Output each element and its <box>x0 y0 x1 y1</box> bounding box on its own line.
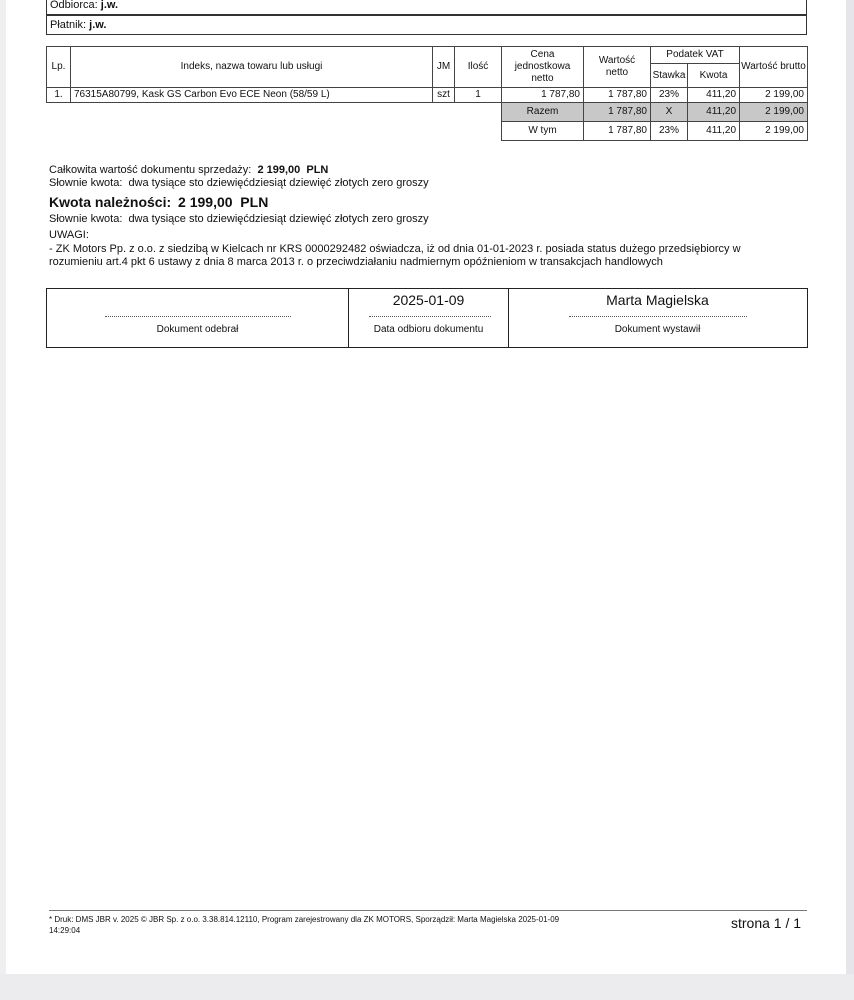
payer-row <box>46 15 807 35</box>
footer-line1: * Druk: DMS JBR v. 2025 © JBR Sp. z o.o. 3.38.814.12110, Program zarejestrowany dla ZK MOTORS, Sporządził: Marta Magielska 2025-01-09 <box>49 915 560 924</box>
row-lp: 1. <box>47 88 71 103</box>
received-cell <box>47 289 348 347</box>
header-price <box>502 47 584 88</box>
total-row <box>47 103 808 122</box>
header-net: Wartość netto <box>584 47 651 88</box>
words2-value: dwa tysiące sto dziewięćdziesiąt dziewięć złotych zero groszy <box>128 213 429 225</box>
payer-label: Płatnik: <box>50 19 87 31</box>
total-net: 1 787,80 <box>584 103 651 122</box>
header-price-line2: jednostkowa <box>514 61 571 72</box>
total-rate: X <box>651 103 688 122</box>
received-dots <box>105 316 291 317</box>
issued-label: Dokument wystawił <box>614 324 701 335</box>
notes-label: UWAGI: <box>49 229 89 241</box>
including-gross: 2 199,00 <box>740 122 808 141</box>
date-dots <box>369 316 491 317</box>
payer-value: j.w. <box>89 19 107 31</box>
header-price-line3: netto <box>531 73 554 84</box>
date-label: Data odbioru dokumentu <box>373 324 484 335</box>
page-number: strona 1 / 1 <box>731 915 802 931</box>
footer-divider <box>49 910 807 911</box>
total-amount: 411,20 <box>688 103 740 122</box>
total-gross: 2 199,00 <box>740 103 808 122</box>
received-label: Dokument odebrał <box>156 324 239 335</box>
including-row <box>47 122 808 141</box>
issued-dots <box>569 316 747 317</box>
words-label: Słownie kwota: <box>49 177 123 189</box>
issued-value: Marta Magielska <box>606 292 709 308</box>
page-edge-right <box>846 0 854 1000</box>
row-net: 1 787,80 <box>584 88 651 103</box>
header-vat: Podatek VAT <box>651 47 740 64</box>
header-rate: Stawka <box>651 64 688 88</box>
words-line <box>49 177 429 190</box>
notes-line1: - ZK Motors Pp. z o.o. z siedzibą w Kielcach nr KRS 0000292482 oświadcza, iż od dnia 01-01-2023 r. posiada status dużego przedsiębiorcy w <box>49 243 741 255</box>
words2-label: Słownie kwota: <box>49 213 123 225</box>
including-rate: 23% <box>651 122 688 141</box>
signature-box <box>46 288 808 348</box>
total-document-label: Całkowita wartość dokumentu sprzedaży: <box>49 164 252 176</box>
including-amount: 411,20 <box>688 122 740 141</box>
page-edge-bottom <box>0 974 854 1000</box>
due-value: 2 199,00 PLN <box>178 194 269 210</box>
total-line <box>49 164 328 177</box>
due-line <box>49 196 268 209</box>
header-qty: Ilość <box>455 47 502 88</box>
due-label: Kwota należności: <box>49 194 172 210</box>
header-amount: Kwota <box>688 64 740 88</box>
row-rate: 23% <box>651 88 688 103</box>
issued-cell <box>508 289 806 347</box>
date-cell <box>348 289 508 347</box>
words2-line <box>49 213 429 226</box>
row-price: 1 787,80 <box>502 88 584 103</box>
table-row <box>47 88 808 103</box>
header-gross: Wartość brutto <box>740 47 808 88</box>
words-value: dwa tysiące sto dziewięćdziesiąt dziewięć złotych zero groszy <box>128 177 429 189</box>
total-label: Razem <box>502 103 584 122</box>
notes-line2: rozumieniu art.4 pkt 6 ustawy z dnia 8 marca 2013 r. o przeciwdziałaniu nadmiernym opóźnieniom w transakcjach handlowych <box>49 256 663 268</box>
header-jm: JM <box>433 47 455 88</box>
footer-text <box>49 914 609 936</box>
including-label: W tym <box>502 122 584 141</box>
header-lp: Lp. <box>47 47 71 88</box>
row-jm: szt <box>433 88 455 103</box>
items-table <box>46 46 808 141</box>
footer-line2: 14:29:04 <box>49 926 81 935</box>
total-document-value: 2 199,00 PLN <box>257 164 329 176</box>
header-index: Indeks, nazwa towaru lub usługi <box>71 47 433 88</box>
document-page <box>6 0 846 974</box>
recipient-value: j.w. <box>100 0 119 11</box>
row-gross: 2 199,00 <box>740 88 808 103</box>
header-price-line1: Cena <box>530 49 555 60</box>
row-qty: 1 <box>455 88 502 103</box>
recipient-label: Odbiorca: <box>50 0 98 11</box>
row-amount: 411,20 <box>688 88 740 103</box>
recipient-row <box>46 0 807 15</box>
date-value: 2025-01-09 <box>392 292 465 308</box>
including-net: 1 787,80 <box>584 122 651 141</box>
row-name: 76315A80799, Kask GS Carbon Evo ECE Neon (58/59 L) <box>71 88 433 103</box>
